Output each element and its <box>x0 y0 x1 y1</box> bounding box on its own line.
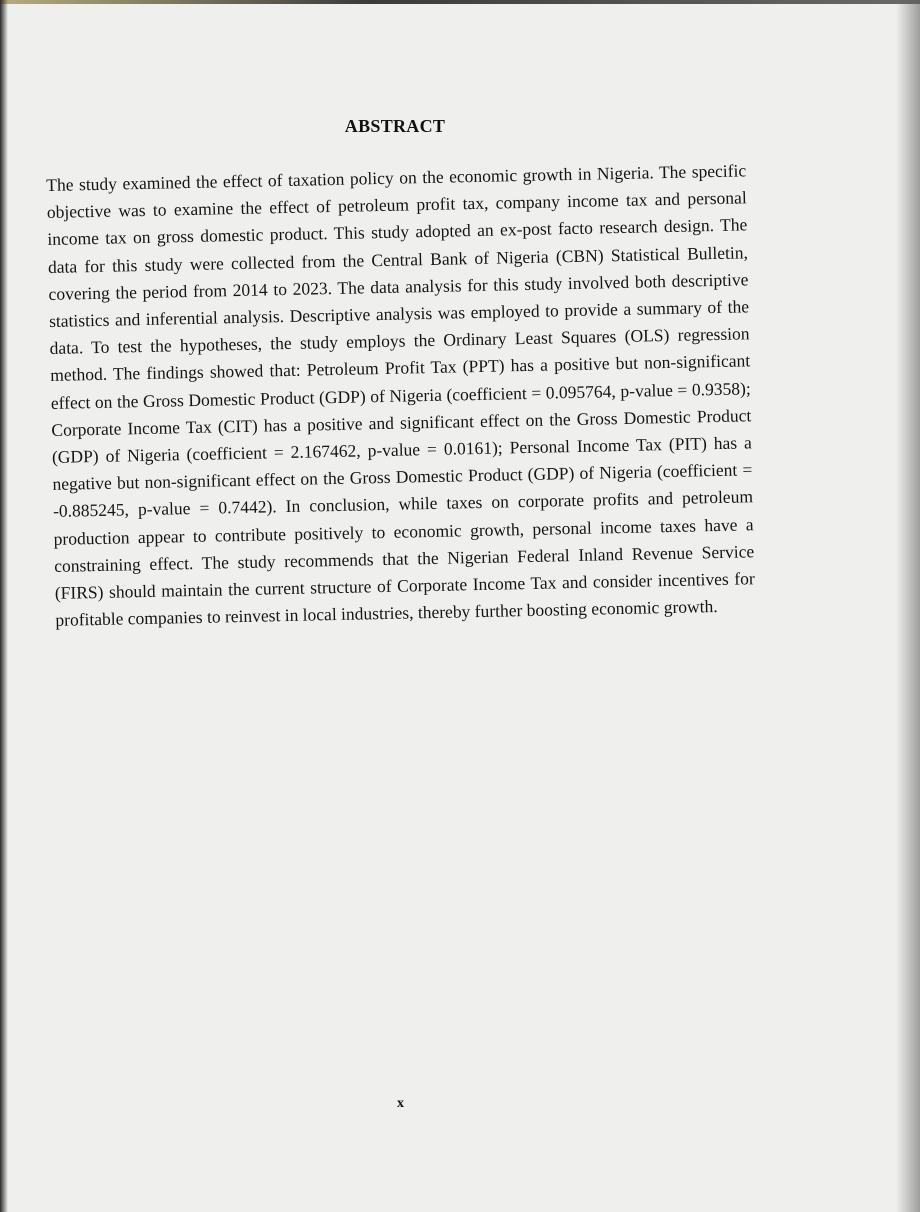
page-left-shadow <box>0 0 8 1212</box>
abstract-body: The study examined the effect of taxation policy on the economic growth in Nigeria. The specific objective was to examine the effect of petroleum profit tax, company income tax and personal income tax on gross domestic product. This study adopted an ex-post facto research design. The data for this study were collected from the Central Bank of Nigeria (CBN) Statistical Bulletin, covering the period from 2014 to 2023. The data analysis for this study involved both descriptive statistics and inferential analysis. Descriptive analysis was employed to provide a summary of the data. To test the hypotheses, the study employs the Ordinary Least Squares (OLS) regression method. The findings showed that: Petroleum Profit Tax (PPT) has a positive but non-significant effect on the Gross Domestic Product (GDP) of Nigeria (coefficient = 0.095764, p-value = 0.9358); Corporate Income Tax (CIT) has a positive and significant effect on the Gross Domestic Product (GDP) of Nigeria (coefficient = 2.167462, p-value = 0.0161); Personal Income Tax (PIT) has a negative but non-significant effect on the Gross Domestic Product (GDP) of Nigeria (coefficient = -0.885245, p-value = 0.7442). In conclusion, while taxes on corporate profits and petroleum production appear to contribute positively to economic growth, personal income taxes have a constraining effect. The study recommends that the Nigerian Federal Inland Revenue Service (FIRS) should maintain the current structure of Corporate Income Tax and consider incentives for profitable companies to reinvest in local industries, thereby further boosting economic growth. <box>46 160 755 631</box>
page-number: x <box>397 1096 404 1111</box>
page-right-shadow <box>896 0 920 1212</box>
page-top-edge <box>0 0 920 4</box>
abstract-heading: ABSTRACT <box>344 116 446 136</box>
